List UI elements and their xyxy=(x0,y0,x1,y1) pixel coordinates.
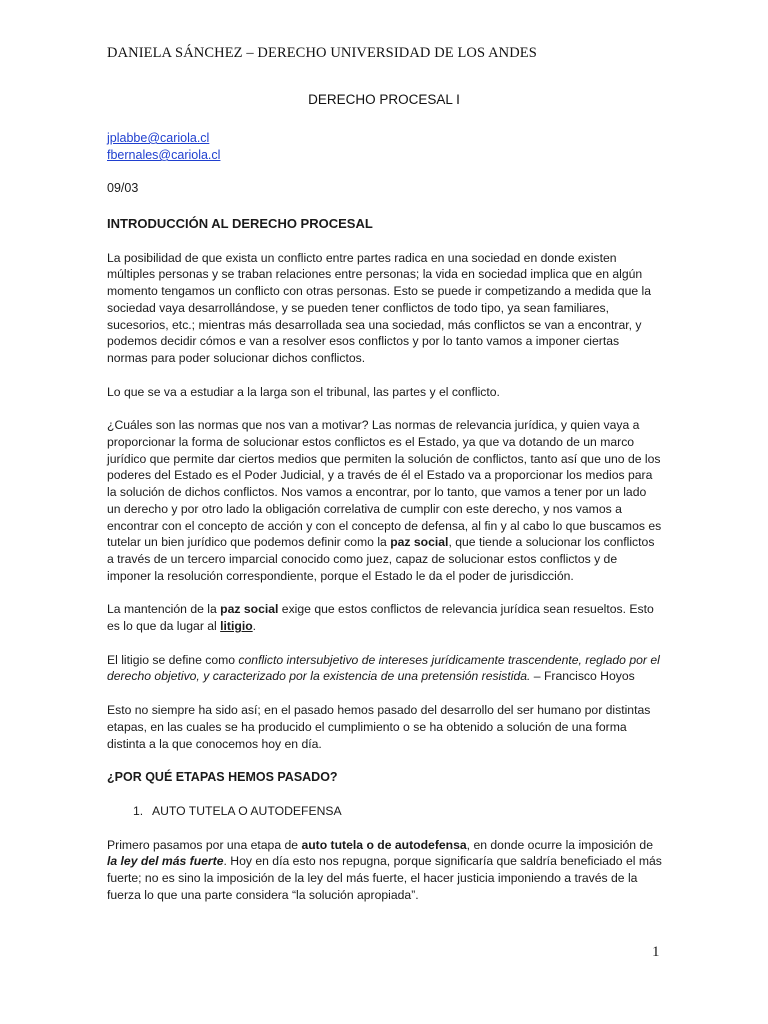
document-title: DERECHO PROCESAL I xyxy=(308,92,460,107)
litigio-underlined: litigio xyxy=(220,619,253,634)
litigio-definition: conflicto intersubjetivo de intereses jurídicamente trascendente, reglado por el derecho objetivo, y caracterizado por la existencia de una pretensión resistida. xyxy=(107,652,660,684)
section-heading-intro: INTRODUCCIÓN AL DERECHO PROCESAL xyxy=(107,216,373,231)
paragraph-5-author: – Francisco Hoyos xyxy=(530,669,635,684)
paragraph-5-text-a: El litigio se define como xyxy=(107,652,239,667)
paragraph-7 xyxy=(107,837,663,904)
paz-social-bold: paz social xyxy=(390,535,449,550)
list-number: 1. xyxy=(133,803,144,818)
paragraph-2: Lo que se va a estudiar a la larga son el tribunal, las partes y el conflicto. xyxy=(107,384,500,399)
auto-tutela-bold: auto tutela o de autodefensa xyxy=(301,837,467,852)
paragraph-4 xyxy=(107,601,663,634)
date-label: 09/03 xyxy=(107,181,139,195)
page-number: 1 xyxy=(652,944,660,960)
paragraph-4-text-c: . xyxy=(252,619,257,634)
paragraph-7-text-b: , en donde ocurre la imposición de xyxy=(466,837,653,852)
email-list xyxy=(107,130,220,164)
paragraph-1: La posibilidad de que exista un conflicto entre partes radica en una sociedad en donde existen múltiples personas y se traban relaciones entre personas; la vida en sociedad implica que en algún momento tengamos un conflicto con otras personas. Esto se puede ir competizando a medida que la sociedad vaya desarrollándose, y se pueden tener conflictos de todo tipo, ya sean familiares, sucesorios, etc.; mientras más desarrollada sea una sociedad, más conflictos se van a encontrar, y podemos decidir cómos e van a resolver esos conflictos y por lo tanto vamos a imponer ciertas normas para poder solucionar dichos conflictos. xyxy=(107,250,652,365)
document-body xyxy=(107,216,663,921)
email-link-1[interactable]: jplabbe@cariola.cl xyxy=(107,131,210,145)
list-item-1 xyxy=(107,803,663,820)
email-link-2[interactable]: fbernales@cariola.cl xyxy=(107,148,221,162)
paragraph-6: Esto no siempre ha sido así; en el pasado hemos pasado del desarrollo del ser humano por distintas etapas, en las cuales se ha producido el cumplimiento o se ha obtenido a solución de una forma distinta a la que conocemos hoy en día. xyxy=(107,703,651,751)
paragraph-3-text-b: , que tiende a solucionar los conflictos a través de un tercero imparcial conocido como juez, capaz de solucionar estos conflictos y de imponer la resolución correspondiente, porque el Estado le da el poder de jurisdicción. xyxy=(107,535,655,583)
paz-social-bold-2: paz social xyxy=(220,602,279,617)
paragraph-7-text-c: . Hoy en día esto nos repugna, porque significaría que saldría beneficiado el más fuerte; no es sino la imposición de la ley del más fuerte, el hacer justicia imponiendo a través de la fuerza lo que una parte considera “la solución apropiada”. xyxy=(107,854,662,902)
paragraph-5 xyxy=(107,652,663,685)
paragraph-4-text-a: La mantención de la xyxy=(107,602,221,617)
paragraph-3 xyxy=(107,417,663,584)
section-heading-etapas: ¿POR QUÉ ETAPAS HEMOS PASADO? xyxy=(107,770,338,785)
ley-mas-fuerte-bold-italic: la ley del más fuerte xyxy=(107,854,224,869)
paragraph-7-text-a: Primero pasamos por una etapa de xyxy=(107,837,302,852)
list-item-label: AUTO TUTELA O AUTODEFENSA xyxy=(152,803,342,818)
paragraph-4-text-b: exige que estos conflictos de relevancia jurídica sean resueltos. Esto es lo que da lugar al xyxy=(107,602,654,634)
page-header: DANIELA SÁNCHEZ – DERECHO UNIVERSIDAD DE LOS ANDES xyxy=(107,45,537,61)
paragraph-3-text-a: ¿Cuáles son las normas que nos van a motivar? Las normas de relevancia jurídica, y quien vaya a proporcionar la forma de solucionar estos conflictos es el Estado, ya que va dotando de un marco jurídico que permite dar ciertos medios que permiten la solución de conflictos, tanto así que uno de los poderes del Estado es el Poder Judicial, y a través de él el Estado va a proporcionar los medios para la solución de dichos conflictos. Nos vamos a encontrar, por lo tanto, que vamos a tener por un lado un derecho y por otro lado la obligación correlativa de cumplir con este derecho, y nos vamos a encontrar con el concepto de acción y con el concepto de defensa, al fin y al cabo lo que buscamos es tutelar un bien jurídico que podemos definir como la xyxy=(107,418,662,550)
